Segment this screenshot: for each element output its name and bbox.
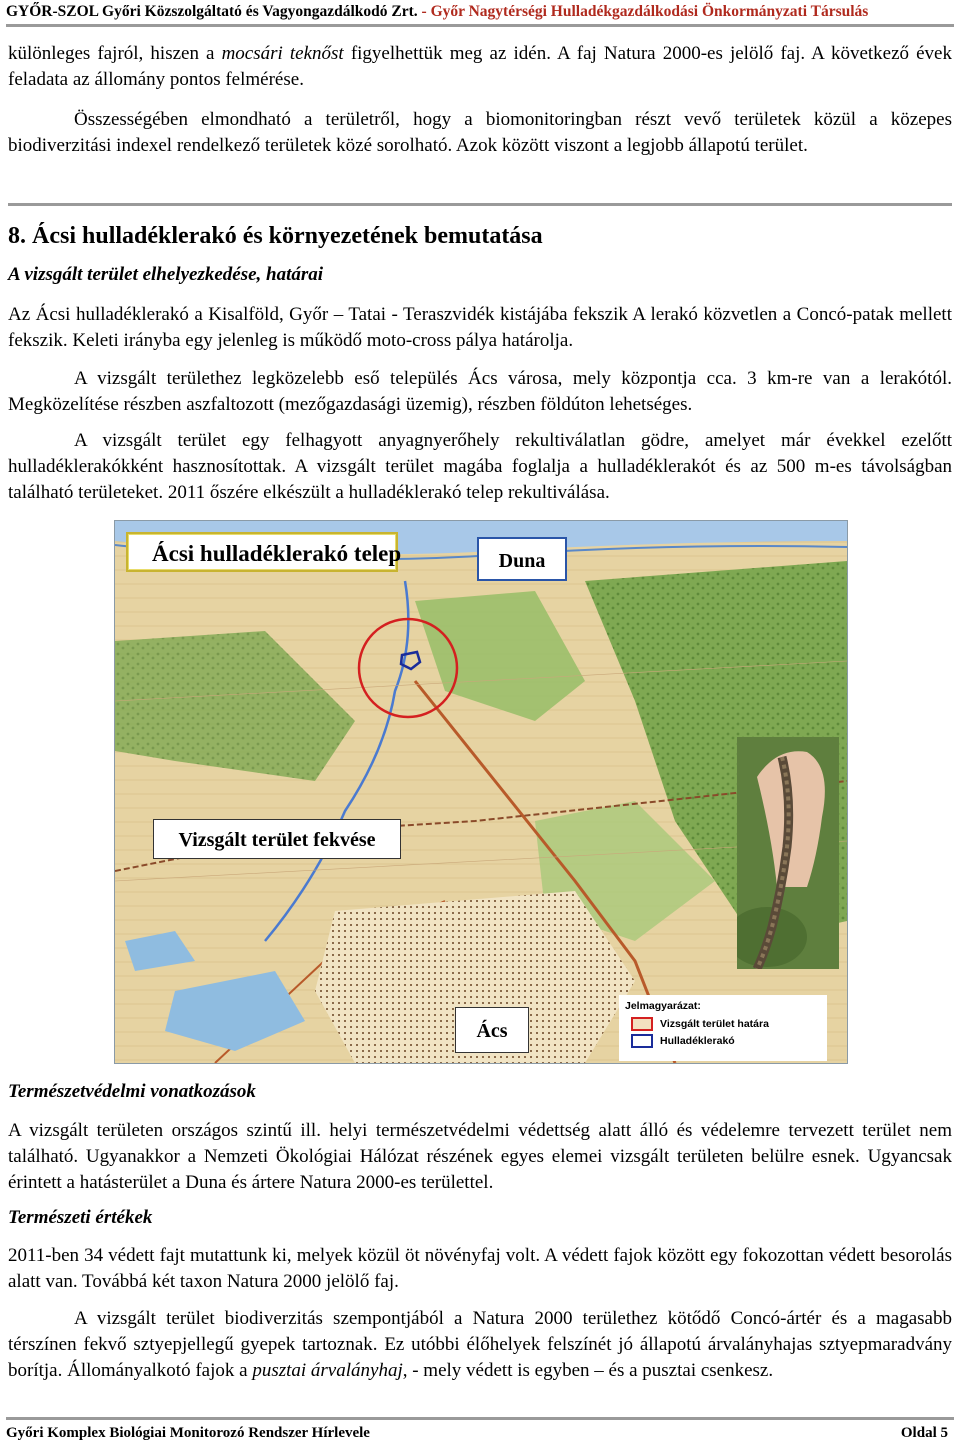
- running-header: [6, 0, 954, 27]
- biodiversity-text-b: , - mely védett is egyben – és a pusztai csenkesz.: [402, 1360, 774, 1381]
- intro-p1-text-a: különleges fajról, hiszen a: [8, 43, 222, 64]
- legend-row-landfill: [631, 1034, 821, 1048]
- acs-label: Ács: [455, 1007, 529, 1053]
- running-footer: [6, 1417, 954, 1444]
- red-outline-swatch-icon: [631, 1017, 653, 1031]
- legend-area-label: Vizsgált terület határa: [660, 1018, 769, 1030]
- legend-title: Jelmagyarázat:: [625, 1000, 701, 1012]
- page-number: Oldal 5: [900, 1425, 948, 1441]
- map-legend: [619, 995, 827, 1061]
- intro-paragraph-1: [8, 41, 952, 93]
- intro-paragraph-2: Összességében elmondható a területről, hogy a biomonitoringban részt vevő területek közül a közepes biodiverzitási indexel rendelkező területek közé sorolható. Azok között viszont a legjobb állapotú terület.: [8, 109, 952, 156]
- study-area-label: Vizsgált terület fekvése: [153, 819, 401, 859]
- header-org: GYŐR-SZOL Győri Közszolgáltató és Vagyongazdálkodó Zrt.: [6, 3, 418, 20]
- header-association: Győr Nagytérségi Hulladékgazdálkodási Önkormányzati Társulás: [430, 3, 869, 20]
- site-history-paragraph: A vizsgált terület egy felhagyott anyagnyerőhely rekultiválatlan gödre, amelyet már évekkel ezelőtt hulladéklerakókként hasznosítottak. A vizsgált terület magába foglalja a hulladéklerakót és az 500 m-es távolságban található területeket. 2011 őszére elkészült a hulladéklerakó telep rekultiválása.: [8, 430, 952, 503]
- legend-row-area: [631, 1017, 821, 1031]
- natural-values-heading: Természeti értékek: [8, 1207, 153, 1228]
- section-subheading: A vizsgált terület elhelyezkedése, határai: [8, 264, 324, 285]
- species-name-italic: mocsári teknőst: [221, 43, 344, 64]
- site-map: [114, 520, 848, 1064]
- section-divider: [8, 203, 952, 206]
- species-name-italic-2: pusztai árvalányhaj: [252, 1360, 403, 1381]
- snake-photo-graphic: [737, 737, 839, 969]
- location-paragraph: Az Ácsi hulladéklerakó a Kisalföld, Győr – Tatai - Teraszvidék kistájába fekszik A lerakó közvetlen a Concó-patak mellett fekszik. Keleti irányba egy jelenleg is működő moto-cross pálya határolja.: [8, 304, 952, 351]
- snake-photo: [737, 737, 839, 969]
- section-heading: 8. Ácsi hulladéklerakó és környezetének bemutatása: [8, 223, 543, 249]
- footer-publication: Győri Komplex Biológiai Monitorozó Rendszer Hírlevele: [6, 1425, 370, 1441]
- nature-protection-paragraph: A vizsgált területen országos szintű ill. helyi természetvédelmi védettség alatt álló és védelemre tervezett terület nem található. Ugyanakkor a Nemzeti Ökológiai Hálózat részének egyes elemei vizsgált területen belülre esnek. Ugyancsak érintett a hatásterület a Duna és ártere Natura 2000-es területtel.: [8, 1120, 952, 1193]
- header-separator: -: [417, 3, 431, 20]
- map-title-label: Ácsi hulladéklerakó telep: [126, 532, 398, 572]
- duna-label: Duna: [477, 537, 567, 581]
- access-paragraph: A vizsgált területhez legközelebb eső település Ács városa, mely központja cca. 3 km-re van a lerakótól. Megközelítése részben aszfaltozott (mezőgazdasági üzemig), részben földúton lehetséges.: [8, 368, 952, 415]
- blue-outline-swatch-icon: [631, 1034, 653, 1048]
- nature-protection-heading: Természetvédelmi vonatkozások: [8, 1081, 256, 1102]
- biodiversity-text-a: A vizsgált terület biodiverzitás szempontjából a Natura 2000 területhez kötődő Concó-ártér és a magasabb térszínen fekvő sztyepjellegű gyepek tartoznak. Ez utóbbi élőhelyek felszínét jó állapotú árvalányhajas sztyepmaradvány borítja. Állományalkotó fajok a: [8, 1308, 952, 1381]
- legend-landfill-label: Hulladéklerakó: [660, 1035, 735, 1047]
- biodiversity-paragraph: [8, 1306, 952, 1384]
- intro-p1-text-b: figyelhettük meg az idén. A faj Natura 2000-es jelölő faj. A következő évek feladata az állomány pontos felmérése.: [8, 43, 952, 90]
- natural-values-paragraph: 2011-ben 34 védett fajt mutattunk ki, melyek közül öt növényfaj volt. A védett fajok között egy fokozottan védett besorolás alatt van. Továbbá két taxon Natura 2000 jelölő faj.: [8, 1245, 952, 1292]
